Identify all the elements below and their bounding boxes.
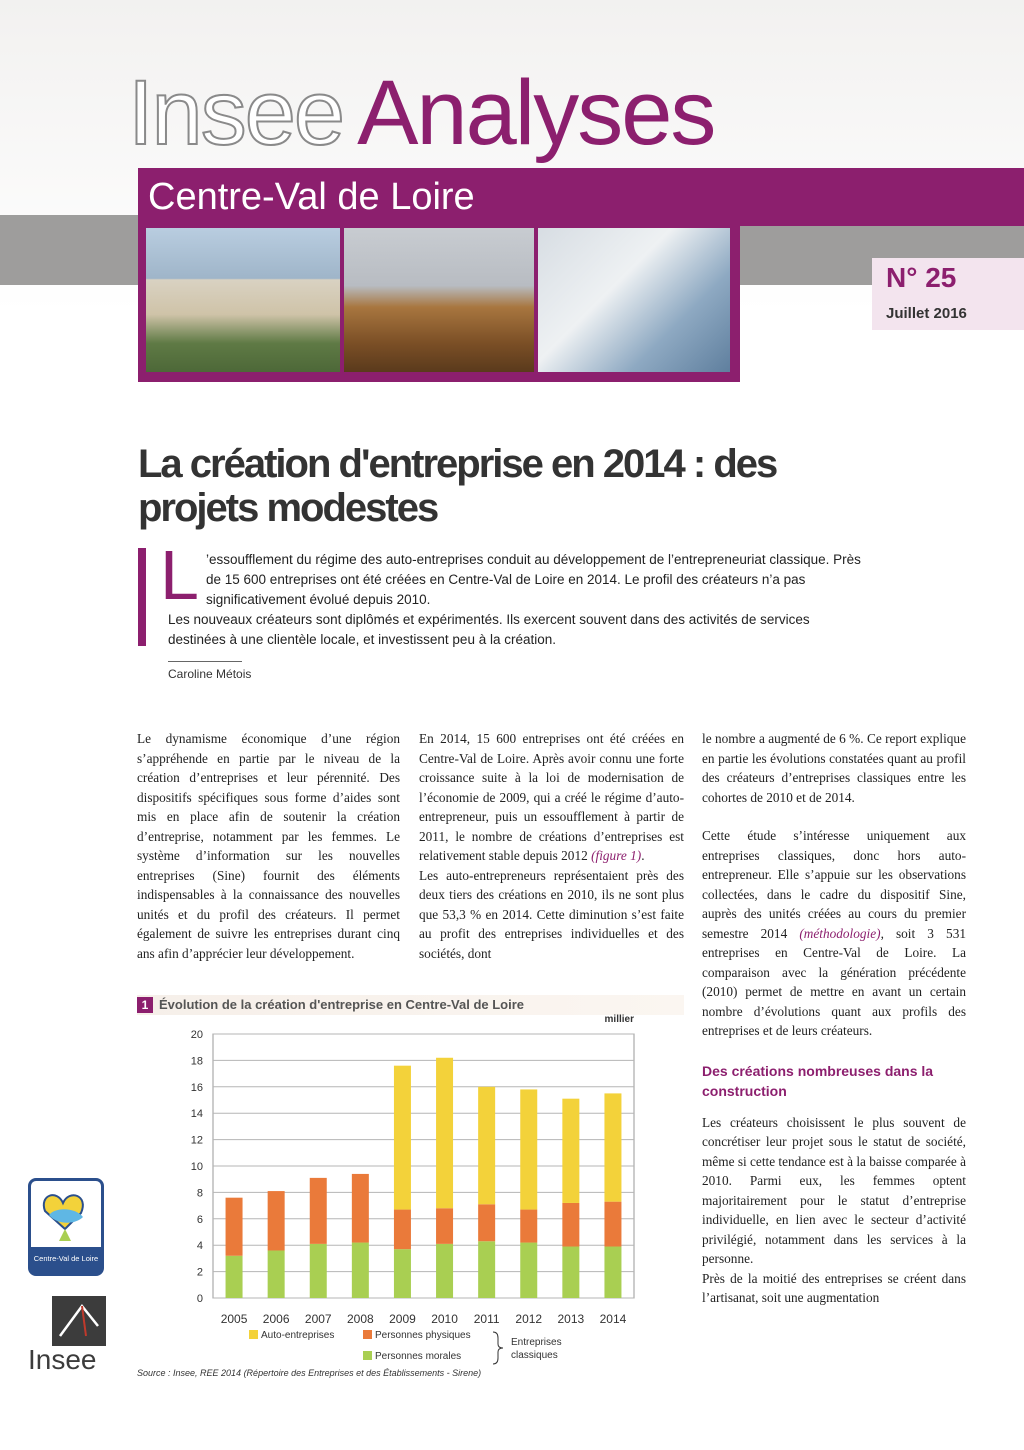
y-tick-label: 6	[196, 1213, 203, 1226]
bar-segment	[520, 1089, 537, 1209]
region-name: Centre-Val de Loire	[148, 176, 475, 218]
x-tick-label: 2010	[431, 1312, 458, 1326]
body-paragraph: Près de la moitié des entreprises se créent dans l’artisanat, soit une augmentation	[702, 1270, 966, 1305]
publication-brand	[128, 58, 714, 168]
lead-paragraph-end: Les nouveaux créateurs sont diplômés et expérimentés. Ils exercent souvent dans des activités de services destinées à une clientèle locale, et investissent peu à la création.	[168, 612, 810, 647]
methodology-reference-link[interactable]: (méthodologie)	[799, 925, 881, 941]
photo-factory-worker	[538, 228, 730, 372]
chart-legend	[249, 1330, 562, 1364]
x-tick-label: 2007	[304, 1312, 332, 1326]
y-tick-label: 8	[196, 1187, 203, 1200]
legend-label: Auto-entreprises	[261, 1330, 335, 1341]
chart-y-ticks	[191, 1029, 203, 1305]
x-tick-label: 2011	[473, 1312, 500, 1326]
bar-segment	[352, 1174, 369, 1243]
bar-segment	[436, 1244, 453, 1298]
author-divider	[168, 661, 242, 662]
region-logo-mark	[31, 1181, 101, 1273]
legend-swatch	[363, 1351, 372, 1360]
lead-dropcap: L	[160, 536, 199, 614]
legend-swatch	[363, 1330, 372, 1339]
y-tick-label: 20	[190, 1029, 203, 1041]
x-tick-label: 2009	[389, 1312, 416, 1326]
body-column-2	[419, 729, 684, 963]
figure-title: Évolution de la création d'entreprise en Centre-Val de Loire	[159, 997, 525, 1012]
bar-segment	[436, 1208, 453, 1244]
issue-number: N° 25	[886, 262, 957, 293]
article-title: La création d'entreprise en 2014 : des projets modestes	[138, 442, 777, 530]
brand-insee: Insee	[128, 62, 344, 164]
insee-logo-text: Insee	[28, 1344, 97, 1375]
insee-logo-icon	[52, 1296, 106, 1346]
chart-unit-label: millier	[604, 1014, 634, 1025]
figure-number: 1	[137, 997, 153, 1013]
stacked-bar-chart	[137, 1012, 684, 1380]
body-text: .	[641, 848, 645, 863]
y-tick-label: 14	[190, 1108, 203, 1121]
body-paragraph	[702, 826, 966, 1041]
x-tick-label: 2013	[557, 1312, 585, 1326]
bar-segment	[394, 1066, 411, 1210]
chart-x-ticks	[221, 1312, 627, 1326]
body-paragraph: Les créateurs choisissent le plus souvent de concrétiser leur projet sous le statut de société, même si cette tendance est à la baisse comparée à 2010. Parmi eux, les femmes optent majoritairement pour le statut d’entreprise individuelle, en lien avec le secteur d’activité privilégié, notamment dans les services à la personne.	[702, 1114, 966, 1266]
bar-segment	[604, 1247, 621, 1298]
bar-segment	[394, 1210, 411, 1250]
legend-group-label: Entreprises	[511, 1337, 562, 1348]
body-paragraph: Les auto-entrepreneurs représentaient près des deux tiers des créations en 2010, ils ne sont plus que 53,3 % en 2014. Cette diminution s’est faite au profit des entreprises individuelles et des sociétés, dont	[419, 867, 684, 961]
body-paragraph: Le dynamisme économique d’une région s’appréhende en partie par le niveau de la création d’entreprises et leur pérennité. Des dispositifs spécifiques sous forme d’aides sont mis en place afin de soutenir la création d’entreprise, notamment par les femmes. Le système d’information sur les nouvelles entreprises (Sine) fournit des éléments indispensables à la connaissance des nouvelles unités et du profil des créateurs. Il permet également de suivre les entreprises durant cinq ans afin d’apprécier leur développement.	[137, 731, 400, 961]
region-centre-val-de-loire-logo	[28, 1178, 104, 1276]
section-subheading: Des créations nombreuses dans la construction	[702, 1062, 934, 1099]
x-tick-label: 2008	[346, 1312, 374, 1326]
x-tick-label: 2005	[220, 1312, 248, 1326]
lead-paragraph-start: ’essoufflement du régime des auto-entreprises conduit au développement de l’entrepreneuriat classique. Près de 15 600 entreprises ont été créées en Centre-Val de Loire en 2014. Le profil des créateurs n’a pas significativement évolué depuis 2010.	[206, 552, 861, 607]
x-tick-label: 2012	[515, 1312, 543, 1326]
figure-reference-link[interactable]: (figure 1)	[591, 848, 642, 863]
body-text: Cette étude s’intéresse uniquement aux entreprises classiques, donc hors auto-entrepreneur. Elle s’appuie sur les observations collectées, dans le cadre du dispositif Sine, auprès des unités créées au cours du premier semestre 2014	[702, 828, 966, 941]
legend-label: Personnes physiques	[375, 1330, 471, 1341]
bar-segment	[562, 1203, 579, 1247]
bar-segment	[436, 1058, 453, 1208]
body-text: , soit 3 531 entreprises en Centre-Val de Loire. La comparaison avec la génération précédente (2010) permet de mettre en avant un certain nombre d’évolutions quant aux profils des entreprises et de leurs créateurs.	[702, 925, 966, 1038]
x-tick-label: 2006	[262, 1312, 290, 1326]
bar-segment	[268, 1250, 285, 1298]
brand-analyses: Analyses	[357, 62, 715, 164]
y-tick-label: 2	[196, 1266, 203, 1279]
bar-segment	[520, 1243, 537, 1298]
body-column-1	[137, 729, 400, 963]
region-logo-text: Centre-Val de Loire	[33, 1254, 99, 1263]
body-paragraph: le nombre a augmenté de 6 %. Ce report explique en partie les évolutions constatées quant au profil des créateurs d’entreprises classiques entre les cohortes de 2010 et de 2014.	[702, 731, 966, 805]
body-text: En 2014, 15 600 entreprises ont été créées en Centre-Val de Loire. Après avoir connu une forte croissance suite à la loi de modernisation de l’économie de 2009, qui a créé le régime d’auto-entrepreneur, puis un essoufflement à partir de 2011, le nombre de créations d’entreprises est relativement stable depuis 2012	[419, 731, 684, 863]
y-tick-label: 10	[190, 1161, 203, 1173]
photo-castle	[146, 228, 340, 372]
x-tick-label: 2014	[599, 1312, 627, 1326]
bar-segment	[520, 1210, 537, 1243]
legend-group-brace	[493, 1332, 503, 1364]
bar-segment	[562, 1247, 579, 1298]
bar-segment	[310, 1244, 327, 1298]
bar-segment	[562, 1099, 579, 1203]
bar-segment	[268, 1191, 285, 1250]
bar-segment	[226, 1256, 243, 1298]
photo-harvester	[344, 228, 534, 372]
bar-segment	[394, 1249, 411, 1298]
legend-group-label: classiques	[511, 1350, 558, 1361]
body-column-3	[702, 729, 966, 1308]
bar-segment	[310, 1178, 327, 1244]
bar-segment	[478, 1204, 495, 1241]
bar-segment	[226, 1198, 243, 1256]
y-tick-label: 16	[190, 1081, 203, 1094]
bar-segment	[352, 1243, 369, 1298]
author-name: Caroline Métois	[168, 667, 252, 681]
bar-segment	[604, 1202, 621, 1247]
figure-source: Source : Insee, REE 2014 (Répertoire des Entreprises et des Établissements - Sirene)	[137, 1368, 482, 1378]
body-paragraph	[419, 729, 684, 866]
y-tick-label: 18	[190, 1055, 203, 1068]
legend-swatch	[249, 1330, 258, 1339]
lead-accent-bar	[138, 548, 146, 646]
y-tick-label: 12	[190, 1134, 203, 1147]
legend-label: Personnes morales	[375, 1351, 462, 1362]
issue-date: Juillet 2016	[886, 305, 967, 322]
bar-segment	[604, 1093, 621, 1201]
y-tick-label: 4	[196, 1240, 203, 1253]
bar-segment	[478, 1087, 495, 1204]
y-tick-label: 0	[196, 1293, 203, 1305]
bar-segment	[478, 1241, 495, 1298]
chart-bars	[226, 1058, 622, 1298]
